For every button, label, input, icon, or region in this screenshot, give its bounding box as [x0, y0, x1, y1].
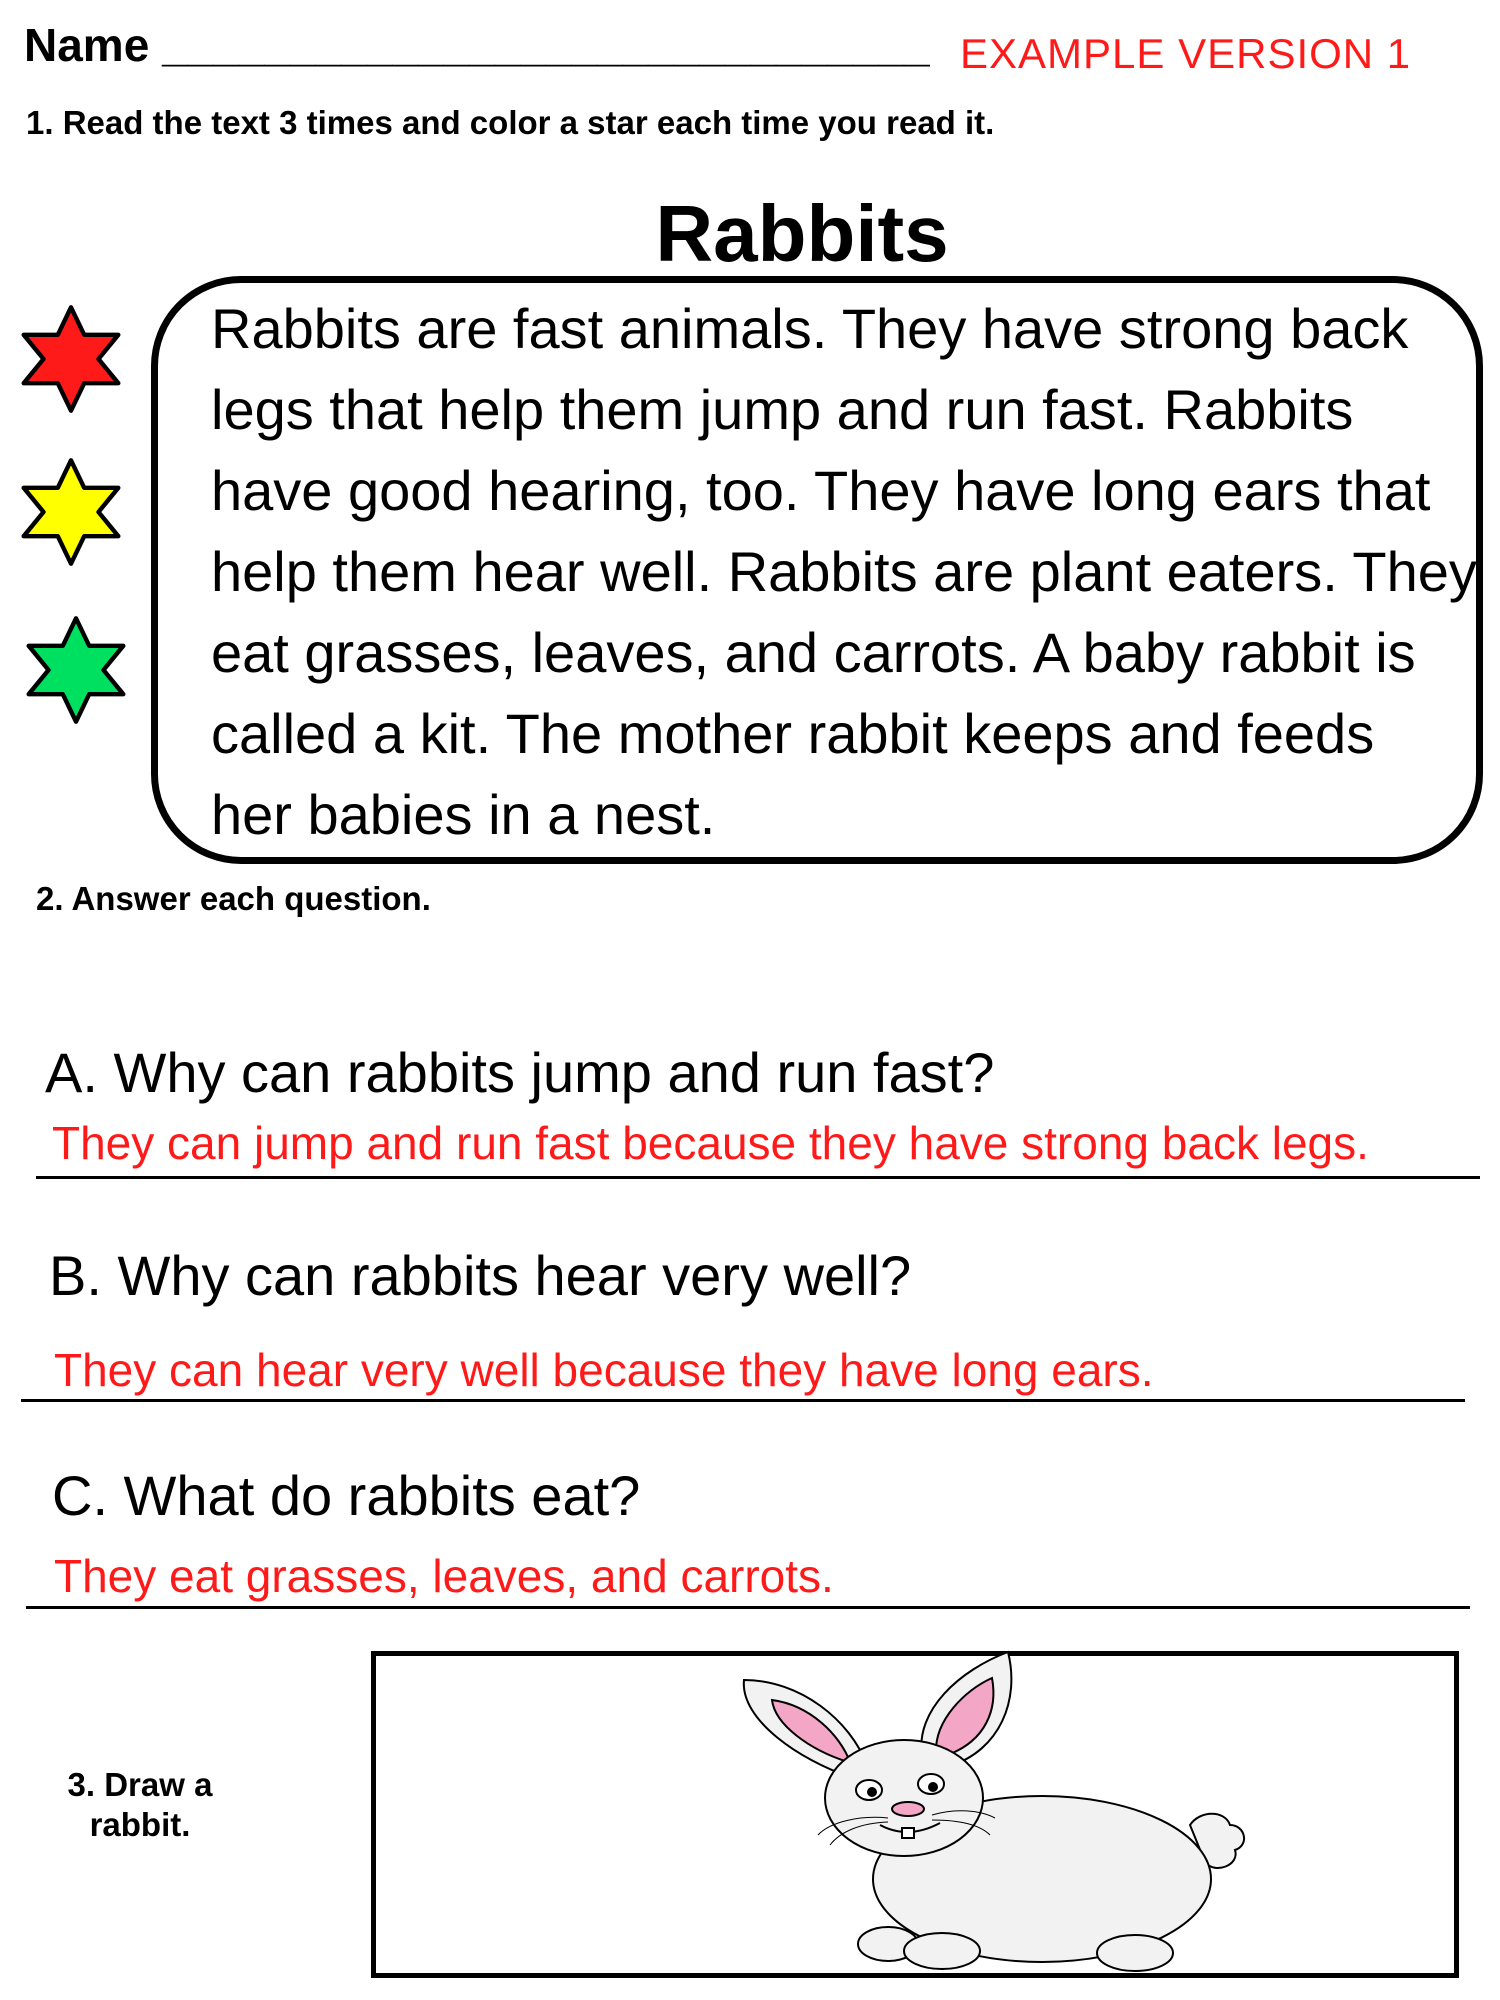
- instruction-answer: 2. Answer each question.: [36, 880, 431, 917]
- passage-line: have good hearing, too. They have long ears that: [211, 459, 1431, 522]
- passage-line: help them hear well. Rabbits are plant eaters. They: [211, 540, 1477, 603]
- answer-c[interactable]: They eat grasses, leaves, and carrots.: [54, 1550, 834, 1602]
- passage-line: Rabbits are fast animals. They have strong back: [211, 297, 1409, 360]
- star-icon[interactable]: [16, 457, 126, 567]
- passage-line: legs that help them jump and run fast. Rabbits: [211, 378, 1354, 441]
- passage-line: called a kit. The mother rabbit keeps and feeds: [211, 702, 1375, 765]
- question-b: B. Why can rabbits hear very well?: [49, 1244, 912, 1307]
- passage-line: her babies in a nest.: [211, 783, 716, 846]
- answer-a[interactable]: They can jump and run fast because they have strong back legs.: [52, 1117, 1369, 1169]
- answer-line: [36, 1176, 1480, 1179]
- instruction-read: 1. Read the text 3 times and color a star each time you read it.: [26, 104, 995, 141]
- question-a: A. Why can rabbits jump and run fast?: [45, 1041, 995, 1104]
- star-icon[interactable]: [16, 304, 126, 414]
- star-icon[interactable]: [21, 615, 131, 725]
- question-c: C. What do rabbits eat?: [52, 1464, 641, 1527]
- instruction-draw: 3. Draw a rabbit.: [67, 1766, 213, 1843]
- version-label: EXAMPLE VERSION 1: [960, 30, 1412, 77]
- answer-b[interactable]: They can hear very well because they have long ears.: [54, 1344, 1154, 1396]
- passage-title: Rabbits: [655, 189, 949, 278]
- passage-line: eat grasses, leaves, and carrots. A baby rabbit is: [211, 621, 1416, 684]
- answer-line: [21, 1399, 1465, 1402]
- rabbit-illustration: [700, 1640, 1300, 1980]
- answer-line: [26, 1606, 1470, 1609]
- name-field-label: Name ______________________________: [24, 19, 930, 71]
- passage-text: [211, 288, 1477, 855]
